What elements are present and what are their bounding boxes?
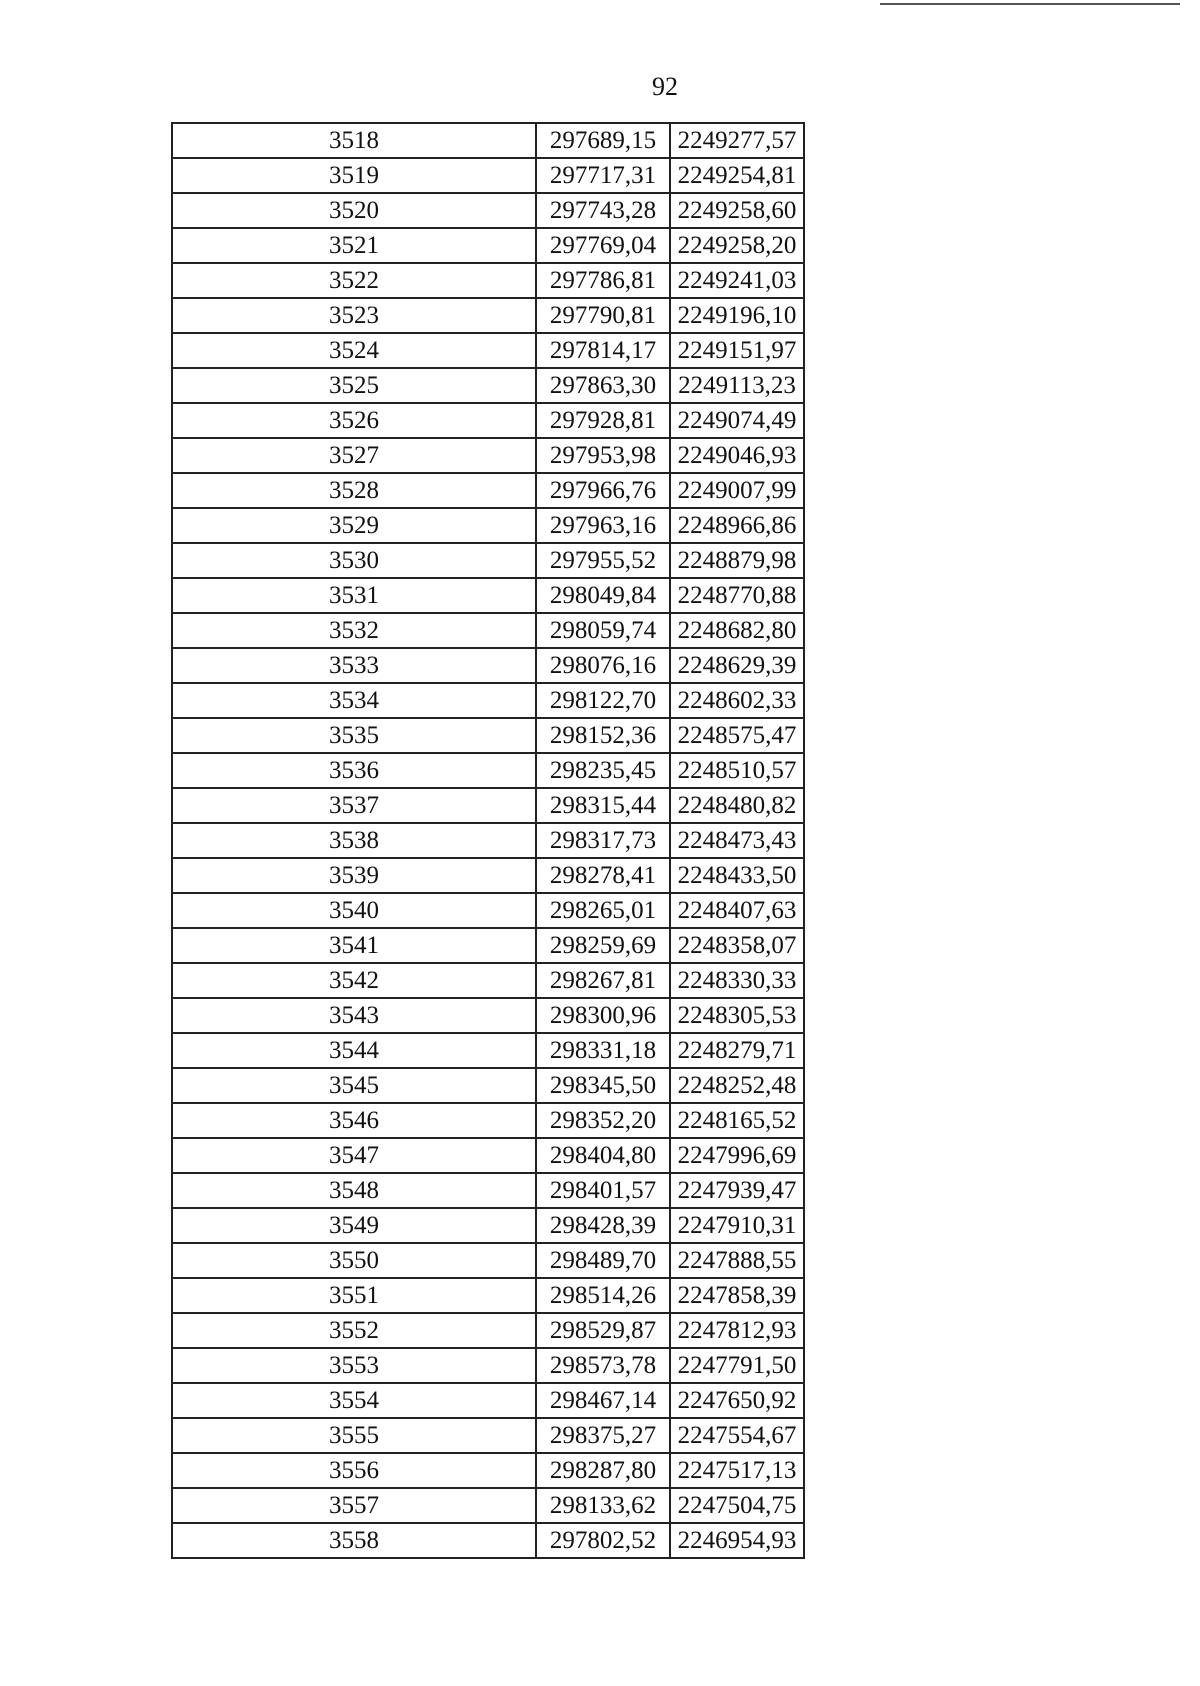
y-coordinate-cell: 2248473,43 <box>670 823 804 858</box>
x-coordinate-cell: 297928,81 <box>536 403 670 438</box>
x-coordinate-cell: 298401,57 <box>536 1173 670 1208</box>
point-number-cell: 3546 <box>172 1103 536 1138</box>
coordinates-table-body <box>172 123 804 1558</box>
table-row <box>172 1348 804 1383</box>
x-coordinate-cell: 298300,96 <box>536 998 670 1033</box>
point-number-cell: 3543 <box>172 998 536 1033</box>
y-coordinate-cell: 2247996,69 <box>670 1138 804 1173</box>
table-row <box>172 788 804 823</box>
x-coordinate-cell: 297786,81 <box>536 263 670 298</box>
y-coordinate-cell: 2249254,81 <box>670 158 804 193</box>
table-row <box>172 123 804 158</box>
y-coordinate-cell: 2249151,97 <box>670 333 804 368</box>
y-coordinate-cell: 2249046,93 <box>670 438 804 473</box>
table-row <box>172 473 804 508</box>
point-number-cell: 3557 <box>172 1488 536 1523</box>
point-number-cell: 3537 <box>172 788 536 823</box>
coordinates-table <box>171 122 805 1559</box>
point-number-cell: 3551 <box>172 1278 536 1313</box>
point-number-cell: 3529 <box>172 508 536 543</box>
y-coordinate-cell: 2249074,49 <box>670 403 804 438</box>
point-number-cell: 3525 <box>172 368 536 403</box>
x-coordinate-cell: 298049,84 <box>536 578 670 613</box>
table-row <box>172 1313 804 1348</box>
table-row <box>172 648 804 683</box>
table-row <box>172 543 804 578</box>
table-row <box>172 928 804 963</box>
x-coordinate-cell: 297717,31 <box>536 158 670 193</box>
top-rule <box>880 3 1180 5</box>
x-coordinate-cell: 298267,81 <box>536 963 670 998</box>
point-number-cell: 3556 <box>172 1453 536 1488</box>
table-row <box>172 578 804 613</box>
table-row <box>172 508 804 543</box>
point-number-cell: 3535 <box>172 718 536 753</box>
point-number-cell: 3542 <box>172 963 536 998</box>
point-number-cell: 3522 <box>172 263 536 298</box>
y-coordinate-cell: 2248575,47 <box>670 718 804 753</box>
x-coordinate-cell: 298076,16 <box>536 648 670 683</box>
x-coordinate-cell: 298428,39 <box>536 1208 670 1243</box>
point-number-cell: 3550 <box>172 1243 536 1278</box>
table-row <box>172 753 804 788</box>
x-coordinate-cell: 297802,52 <box>536 1523 670 1558</box>
point-number-cell: 3536 <box>172 753 536 788</box>
y-coordinate-cell: 2248510,57 <box>670 753 804 788</box>
point-number-cell: 3527 <box>172 438 536 473</box>
point-number-cell: 3548 <box>172 1173 536 1208</box>
x-coordinate-cell: 298352,20 <box>536 1103 670 1138</box>
y-coordinate-cell: 2248330,33 <box>670 963 804 998</box>
table-row <box>172 1033 804 1068</box>
y-coordinate-cell: 2249241,03 <box>670 263 804 298</box>
point-number-cell: 3553 <box>172 1348 536 1383</box>
table-row <box>172 893 804 928</box>
point-number-cell: 3544 <box>172 1033 536 1068</box>
x-coordinate-cell: 298287,80 <box>536 1453 670 1488</box>
point-number-cell: 3534 <box>172 683 536 718</box>
x-coordinate-cell: 297790,81 <box>536 298 670 333</box>
point-number-cell: 3538 <box>172 823 536 858</box>
x-coordinate-cell: 297743,28 <box>536 193 670 228</box>
x-coordinate-cell: 297955,52 <box>536 543 670 578</box>
y-coordinate-cell: 2247554,67 <box>670 1418 804 1453</box>
point-number-cell: 3554 <box>172 1383 536 1418</box>
table-row <box>172 228 804 263</box>
point-number-cell: 3558 <box>172 1523 536 1558</box>
y-coordinate-cell: 2247910,31 <box>670 1208 804 1243</box>
y-coordinate-cell: 2247812,93 <box>670 1313 804 1348</box>
point-number-cell: 3519 <box>172 158 536 193</box>
point-number-cell: 3520 <box>172 193 536 228</box>
x-coordinate-cell: 298315,44 <box>536 788 670 823</box>
y-coordinate-cell: 2249277,57 <box>670 123 804 158</box>
y-coordinate-cell: 2248682,80 <box>670 613 804 648</box>
x-coordinate-cell: 298573,78 <box>536 1348 670 1383</box>
y-coordinate-cell: 2249113,23 <box>670 368 804 403</box>
x-coordinate-cell: 298317,73 <box>536 823 670 858</box>
point-number-cell: 3532 <box>172 613 536 648</box>
table-row <box>172 403 804 438</box>
x-coordinate-cell: 298489,70 <box>536 1243 670 1278</box>
y-coordinate-cell: 2248629,39 <box>670 648 804 683</box>
x-coordinate-cell: 298265,01 <box>536 893 670 928</box>
x-coordinate-cell: 298345,50 <box>536 1068 670 1103</box>
point-number-cell: 3545 <box>172 1068 536 1103</box>
x-coordinate-cell: 297689,15 <box>536 123 670 158</box>
y-coordinate-cell: 2247650,92 <box>670 1383 804 1418</box>
x-coordinate-cell: 298122,70 <box>536 683 670 718</box>
table-row <box>172 998 804 1033</box>
table-row <box>172 1243 804 1278</box>
point-number-cell: 3540 <box>172 893 536 928</box>
x-coordinate-cell: 297966,76 <box>536 473 670 508</box>
point-number-cell: 3555 <box>172 1418 536 1453</box>
table-row <box>172 1453 804 1488</box>
x-coordinate-cell: 298259,69 <box>536 928 670 963</box>
y-coordinate-cell: 2248480,82 <box>670 788 804 823</box>
y-coordinate-cell: 2249196,10 <box>670 298 804 333</box>
y-coordinate-cell: 2249258,60 <box>670 193 804 228</box>
table-row <box>172 368 804 403</box>
y-coordinate-cell: 2249258,20 <box>670 228 804 263</box>
x-coordinate-cell: 297814,17 <box>536 333 670 368</box>
table-row <box>172 438 804 473</box>
x-coordinate-cell: 298152,36 <box>536 718 670 753</box>
x-coordinate-cell: 297769,04 <box>536 228 670 263</box>
y-coordinate-cell: 2248305,53 <box>670 998 804 1033</box>
y-coordinate-cell: 2249007,99 <box>670 473 804 508</box>
x-coordinate-cell: 297963,16 <box>536 508 670 543</box>
table-row <box>172 823 804 858</box>
table-row <box>172 963 804 998</box>
x-coordinate-cell: 298404,80 <box>536 1138 670 1173</box>
x-coordinate-cell: 298467,14 <box>536 1383 670 1418</box>
y-coordinate-cell: 2248433,50 <box>670 858 804 893</box>
table-row <box>172 1488 804 1523</box>
table-row <box>172 263 804 298</box>
y-coordinate-cell: 2248165,52 <box>670 1103 804 1138</box>
table-row <box>172 1278 804 1313</box>
y-coordinate-cell: 2248770,88 <box>670 578 804 613</box>
table-row <box>172 613 804 648</box>
table-row <box>172 193 804 228</box>
y-coordinate-cell: 2247888,55 <box>670 1243 804 1278</box>
table-row <box>172 1103 804 1138</box>
x-coordinate-cell: 297863,30 <box>536 368 670 403</box>
x-coordinate-cell: 297953,98 <box>536 438 670 473</box>
y-coordinate-cell: 2247504,75 <box>670 1488 804 1523</box>
point-number-cell: 3526 <box>172 403 536 438</box>
point-number-cell: 3530 <box>172 543 536 578</box>
table-row <box>172 1383 804 1418</box>
table-row <box>172 1418 804 1453</box>
point-number-cell: 3541 <box>172 928 536 963</box>
x-coordinate-cell: 298059,74 <box>536 613 670 648</box>
table-row <box>172 1523 804 1558</box>
y-coordinate-cell: 2247517,13 <box>670 1453 804 1488</box>
y-coordinate-cell: 2248602,33 <box>670 683 804 718</box>
x-coordinate-cell: 298278,41 <box>536 858 670 893</box>
point-number-cell: 3533 <box>172 648 536 683</box>
point-number-cell: 3518 <box>172 123 536 158</box>
table-row <box>172 1173 804 1208</box>
y-coordinate-cell: 2248252,48 <box>670 1068 804 1103</box>
x-coordinate-cell: 298529,87 <box>536 1313 670 1348</box>
point-number-cell: 3524 <box>172 333 536 368</box>
table-row <box>172 158 804 193</box>
table-row <box>172 1208 804 1243</box>
table-row <box>172 1138 804 1173</box>
y-coordinate-cell: 2248966,86 <box>670 508 804 543</box>
point-number-cell: 3539 <box>172 858 536 893</box>
point-number-cell: 3531 <box>172 578 536 613</box>
point-number-cell: 3552 <box>172 1313 536 1348</box>
table-row <box>172 333 804 368</box>
point-number-cell: 3523 <box>172 298 536 333</box>
page-number: 92 <box>652 72 678 101</box>
y-coordinate-cell: 2248879,98 <box>670 543 804 578</box>
y-coordinate-cell: 2247858,39 <box>670 1278 804 1313</box>
table-row <box>172 1068 804 1103</box>
x-coordinate-cell: 298331,18 <box>536 1033 670 1068</box>
point-number-cell: 3521 <box>172 228 536 263</box>
x-coordinate-cell: 298133,62 <box>536 1488 670 1523</box>
point-number-cell: 3547 <box>172 1138 536 1173</box>
point-number-cell: 3549 <box>172 1208 536 1243</box>
table-row <box>172 298 804 333</box>
y-coordinate-cell: 2247939,47 <box>670 1173 804 1208</box>
point-number-cell: 3528 <box>172 473 536 508</box>
table-row <box>172 718 804 753</box>
y-coordinate-cell: 2247791,50 <box>670 1348 804 1383</box>
x-coordinate-cell: 298514,26 <box>536 1278 670 1313</box>
table-row <box>172 683 804 718</box>
x-coordinate-cell: 298375,27 <box>536 1418 670 1453</box>
table-row <box>172 858 804 893</box>
y-coordinate-cell: 2246954,93 <box>670 1523 804 1558</box>
y-coordinate-cell: 2248358,07 <box>670 928 804 963</box>
y-coordinate-cell: 2248279,71 <box>670 1033 804 1068</box>
x-coordinate-cell: 298235,45 <box>536 753 670 788</box>
y-coordinate-cell: 2248407,63 <box>670 893 804 928</box>
